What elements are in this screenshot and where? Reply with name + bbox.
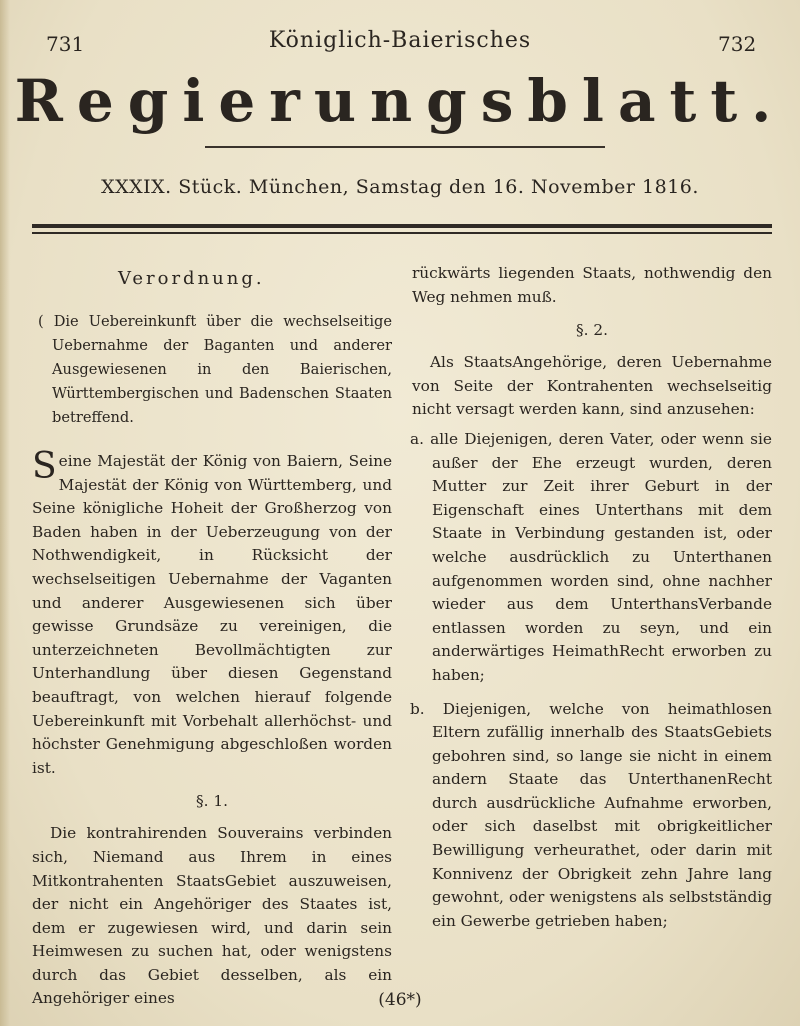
sheet-signature: (46*) — [378, 990, 422, 1010]
article-subtitle: ( Die Uebereinkunft über die wechselseitige Uebernahme der Baganten und anderer Ausgewiesenen in den Baierischen, Württembergischen und Badenschen Staaten betreffend. — [38, 313, 392, 426]
masthead-rule — [205, 146, 605, 148]
page-number-right: 732 — [718, 32, 757, 56]
list-item-b — [412, 698, 772, 934]
list-item-a-text: alle Diejenigen, deren Vater, oder wenn sie außer der Ehe erzeugt wurden, deren Mutter zur Zeit ihrer Geburt in der Eigenschaft eines Unterthans mit dem Staate in Verbindung gestanden ist, oder welche ausdrücklich zu Unterthanen aufgenommen worden sind, ohne nachher wieder aus dem UnterthansVerbande entlassen worden zu seyn, und ein anderwärtiges HeimathRecht erworben zu haben; — [430, 429, 772, 684]
section-2-heading: §. 2. — [576, 321, 608, 340]
article-heading: Verordnung. — [118, 268, 265, 289]
list-item-a-label: a. — [410, 429, 424, 448]
intro-paragraph — [32, 446, 392, 780]
intro-text: eine Majestät der König von Baiern, Seine Majestät der König von Württemberg, und Seine königliche Hoheit der Großherzog von Baden haben in der Ueberzeugung von der Nothwendigkeit, in Rücksicht der wechselseitigen Uebernahme der Vaganten und anderer Ausgewiesenen sich über gewisse Grundsäze zu vereinigen, die unterzeichneten Bevollmächtigten zur Unterhandlung über diesen Gegenstand beauftragt, von welchen hierauf folgende Uebereinkunft mit Vorbehalt allerhöchst- und höchster Genehmigung abgeschloßen worden ist. — [32, 452, 392, 777]
section-2-paragraph: Als StaatsAngehörige, deren Uebernahme von Seite der Kontrahenten wechselseitig nicht versagt werden kann, sind anzusehen: — [412, 353, 772, 419]
list-item-a — [412, 428, 772, 688]
right-column — [412, 262, 772, 933]
dateline-rule-thick — [32, 224, 772, 228]
section-1-paragraph: Die kontrahirenden Souverains verbinden sich, Niemand aus Ihrem in eines Mitkontrahenten StaatsGebiet auszuweisen, der nicht ein Angehöriger des Staates ist, dem er zugewiesen wird, und darin sein Heimwesen zu suchen hat, oder wenigstens durch das Gebiet desselben, als ein Angehöriger eines — [32, 824, 392, 1008]
section-1-heading: §. 1. — [196, 792, 228, 811]
issue-dateline: XXXIX. Stück. München, Samstag den 16. November 1816. — [101, 176, 699, 198]
continuation-paragraph: rückwärts liegenden Staats, nothwendig den Weg nehmen muß. — [412, 264, 772, 306]
page-spine-shadow — [0, 0, 10, 1026]
running-title: Königlich-Baierisches — [268, 28, 532, 53]
drop-cap: S — [32, 446, 57, 487]
list-item-b-text: Diejenigen, welche von heimathlosen Eltern zufällig innerhalb des StaatsGebiets gebohren sind, so lange sie nicht in einem andern Staate das UnterthanenRecht durch ausdrückliche Aufnahme erworben, oder sich daselbst mit obrigkeitlicher Bewilligung verheurathet, oder darin mit Konnivenz der Obrigkeit zehn Jahre lang gewohnt, oder wenigstens als selbstständig ein Gewerbe getrieben haben; — [432, 699, 772, 930]
list-item-b-label: b. — [410, 699, 425, 718]
masthead-title: Regierungsblatt. — [14, 67, 786, 135]
dateline-rule-thin — [32, 232, 772, 234]
page-number-left: 731 — [46, 32, 85, 56]
left-column — [32, 262, 392, 1011]
